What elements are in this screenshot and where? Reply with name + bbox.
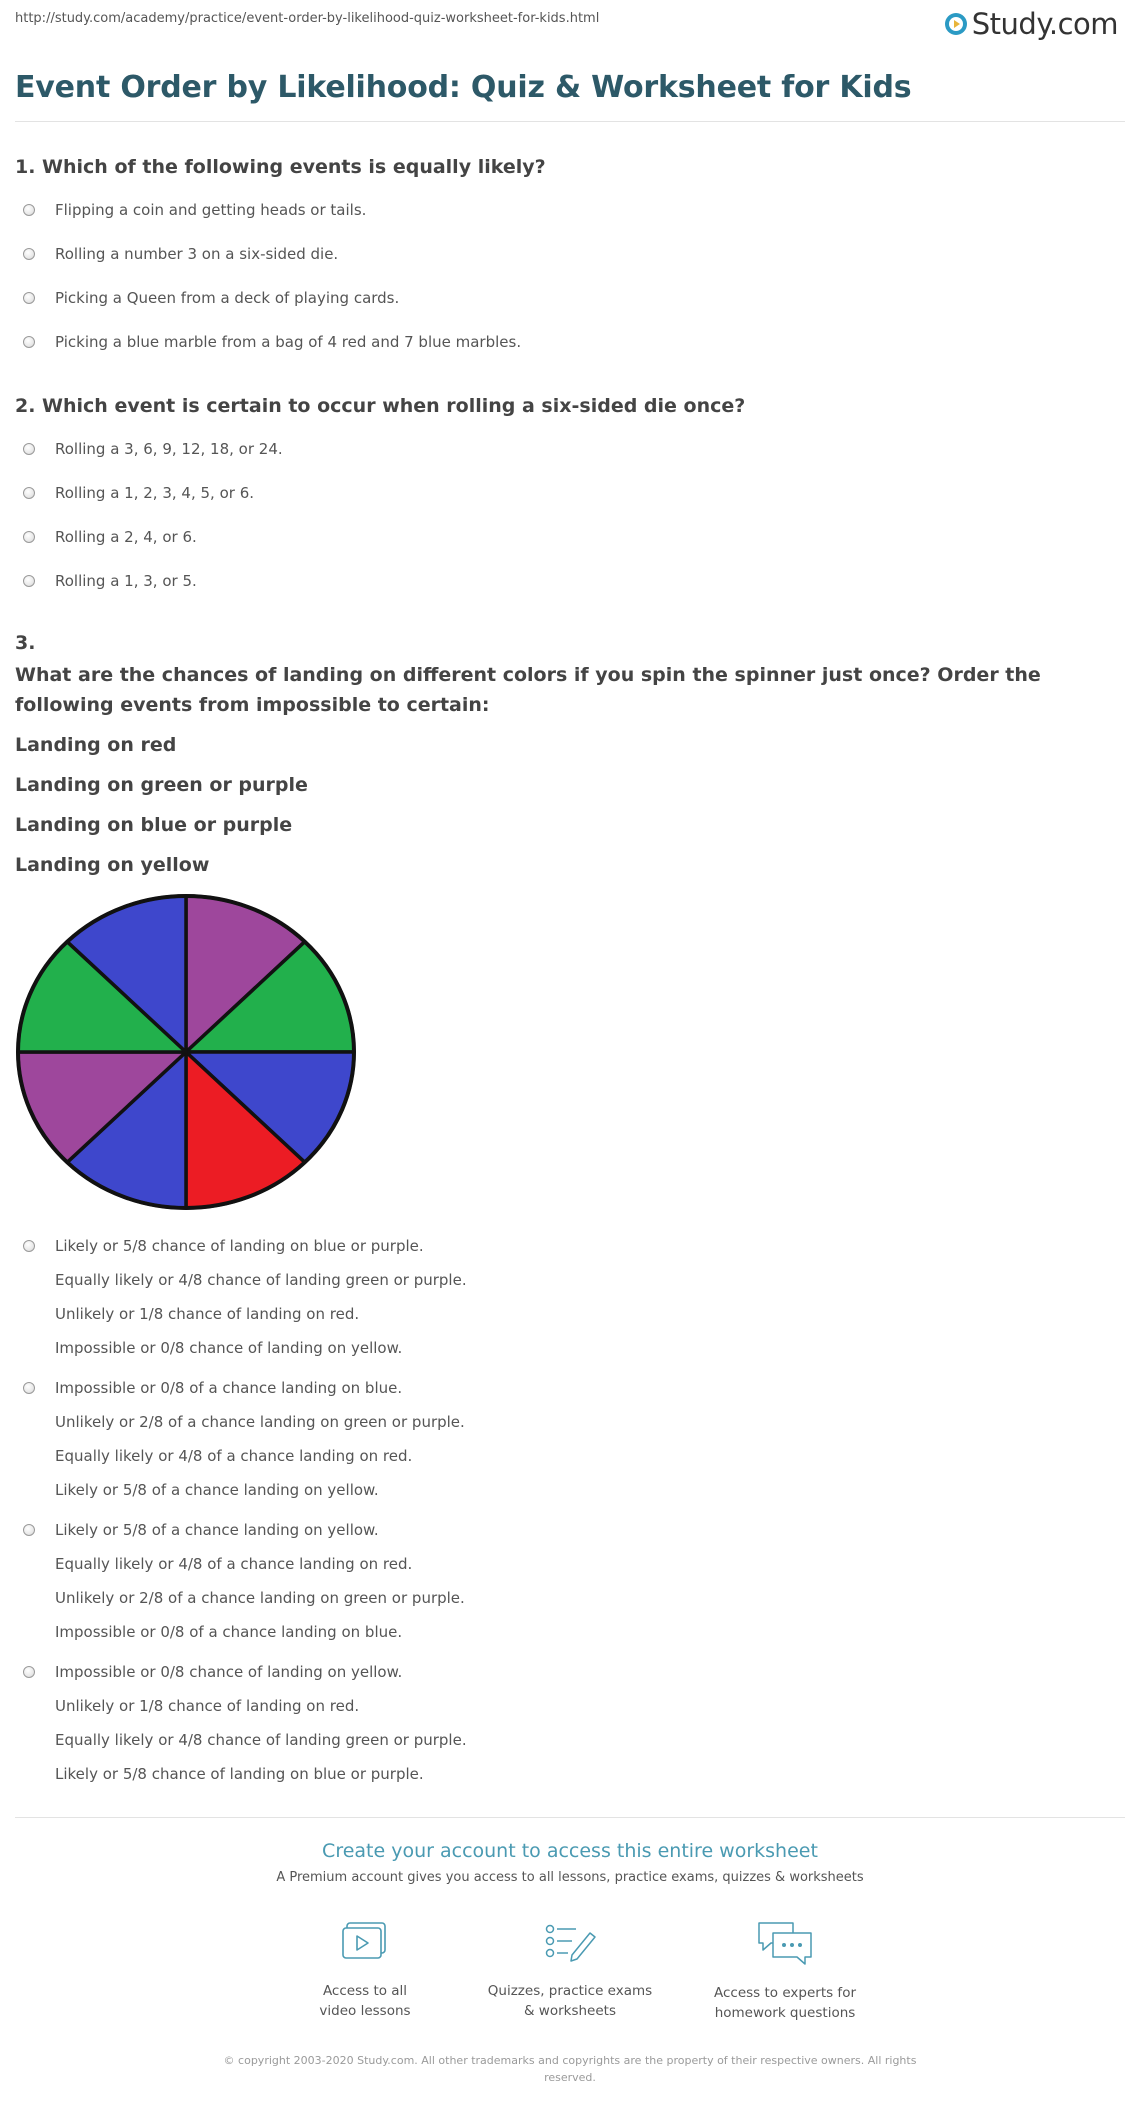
option-text: Picking a blue marble from a bag of 4 red and 7 blue marbles. (55, 333, 522, 351)
option-text: Rolling a 1, 3, or 5. (55, 572, 197, 590)
question-2-option-2[interactable] (15, 482, 254, 504)
radio-button[interactable] (23, 336, 35, 348)
radio-button[interactable] (23, 575, 35, 587)
option-text: Flipping a coin and getting heads or tails. (55, 201, 367, 219)
color-spinner (15, 892, 357, 1212)
radio-button[interactable] (23, 1666, 35, 1678)
option-line: Equally likely or 4/8 chance of landing green or purple. (55, 1271, 467, 1289)
logo-text: Study.com (971, 7, 1118, 41)
question-3-heading: What are the chances of landing on different colors if you spin the spinner just once? Order the following events from impossible to certain: (15, 664, 1041, 716)
event-blue-or-purple: Landing on blue or purple (15, 814, 293, 836)
feature-experts (685, 1919, 885, 2023)
feature-label: Access to experts for homework questions (713, 1985, 856, 2021)
option-line: Equally likely or 4/8 of a chance landing on red. (55, 1555, 413, 1573)
feature-video-lessons (265, 1919, 465, 2021)
option-text-block (55, 1513, 465, 1649)
question-3-option-3[interactable] (15, 1513, 465, 1649)
radio-button[interactable] (23, 1240, 35, 1252)
radio-button[interactable] (23, 1382, 35, 1394)
page-url: http://study.com/academy/practice/event-order-by-likelihood-quiz-worksheet-for-kids.html (15, 11, 600, 26)
quizzes-icon (542, 1919, 598, 1967)
option-line: Impossible or 0/8 chance of landing on yellow. (55, 1663, 403, 1681)
copyright: © copyright 2003-2020 Study.com. All other trademarks and copyrights are the property of their respective owners. All rights reserved. (223, 2054, 917, 2084)
divider (15, 121, 1125, 122)
question-1-option-2[interactable] (15, 243, 338, 265)
feature-label: Quizzes, practice exams & worksheets (487, 1983, 653, 2019)
radio-button[interactable] (23, 248, 35, 260)
option-line: Impossible or 0/8 chance of landing on yellow. (55, 1339, 403, 1357)
cta-subtitle: A Premium account gives you access to all lessons, practice exams, quizzes & worksheets (276, 1870, 864, 1885)
option-line: Likely or 5/8 of a chance landing on yellow. (55, 1481, 379, 1499)
question-2-heading: 2. Which event is certain to occur when rolling a six-sided die once? (15, 395, 746, 417)
event-green-or-purple: Landing on green or purple (15, 774, 308, 796)
question-2-option-4[interactable] (15, 570, 197, 592)
question-3-option-4[interactable] (15, 1655, 467, 1791)
question-3-option-1[interactable] (15, 1229, 467, 1365)
top-bar (15, 0, 1125, 50)
feature-quizzes (470, 1919, 670, 2021)
page-title: Event Order by Likelihood: Quiz & Worksheet for Kids (15, 70, 912, 105)
create-account-link[interactable]: Create your account to access this entire worksheet (322, 1840, 818, 1862)
study-logo-icon (943, 11, 969, 37)
question-2-option-3[interactable] (15, 526, 197, 548)
option-text-block (55, 1229, 467, 1365)
option-text-block (55, 1655, 467, 1791)
option-line: Unlikely or 2/8 of a chance landing on green or purple. (55, 1413, 465, 1431)
radio-button[interactable] (23, 443, 35, 455)
question-2-option-1[interactable] (15, 438, 283, 460)
question-1-heading: 1. Which of the following events is equally likely? (15, 156, 546, 178)
radio-button[interactable] (23, 531, 35, 543)
question-1-option-3[interactable] (15, 287, 399, 309)
option-text: Rolling a number 3 on a six-sided die. (55, 245, 339, 263)
option-line: Impossible or 0/8 of a chance landing on blue. (55, 1379, 403, 1397)
radio-button[interactable] (23, 204, 35, 216)
option-text: Rolling a 1, 2, 3, 4, 5, or 6. (55, 484, 255, 502)
worksheet-page (15, 0, 1125, 2084)
option-line: Unlikely or 1/8 chance of landing on red. (55, 1305, 360, 1323)
radio-button[interactable] (23, 292, 35, 304)
option-line: Unlikely or 1/8 chance of landing on red. (55, 1697, 360, 1715)
experts-chat-icon (753, 1919, 817, 1969)
option-line: Equally likely or 4/8 chance of landing green or purple. (55, 1731, 467, 1749)
event-yellow: Landing on yellow (15, 854, 210, 876)
divider (15, 1817, 1125, 1818)
option-line: Equally likely or 4/8 of a chance landing on red. (55, 1447, 413, 1465)
radio-button[interactable] (23, 1524, 35, 1536)
option-line: Unlikely or 2/8 of a chance landing on green or purple. (55, 1589, 465, 1607)
option-line: Impossible or 0/8 of a chance landing on blue. (55, 1623, 403, 1641)
question-3-number: 3. (15, 632, 36, 654)
option-text-block (55, 1371, 465, 1507)
option-text: Picking a Queen from a deck of playing cards. (55, 289, 400, 307)
option-line: Likely or 5/8 chance of landing on blue or purple. (55, 1765, 424, 1783)
option-line: Likely or 5/8 of a chance landing on yellow. (55, 1521, 379, 1539)
study-logo[interactable] (943, 8, 1118, 40)
radio-button[interactable] (23, 487, 35, 499)
video-lessons-icon (337, 1919, 393, 1967)
option-text: Rolling a 2, 4, or 6. (55, 528, 197, 546)
option-text: Rolling a 3, 6, 9, 12, 18, or 24. (55, 440, 283, 458)
event-red: Landing on red (15, 734, 177, 756)
question-1-option-1[interactable] (15, 199, 366, 221)
question-3-option-2[interactable] (15, 1371, 465, 1507)
question-1-option-4[interactable] (15, 331, 521, 353)
option-line: Likely or 5/8 chance of landing on blue or purple. (55, 1237, 424, 1255)
feature-label: Access to all video lessons (319, 1983, 411, 2019)
